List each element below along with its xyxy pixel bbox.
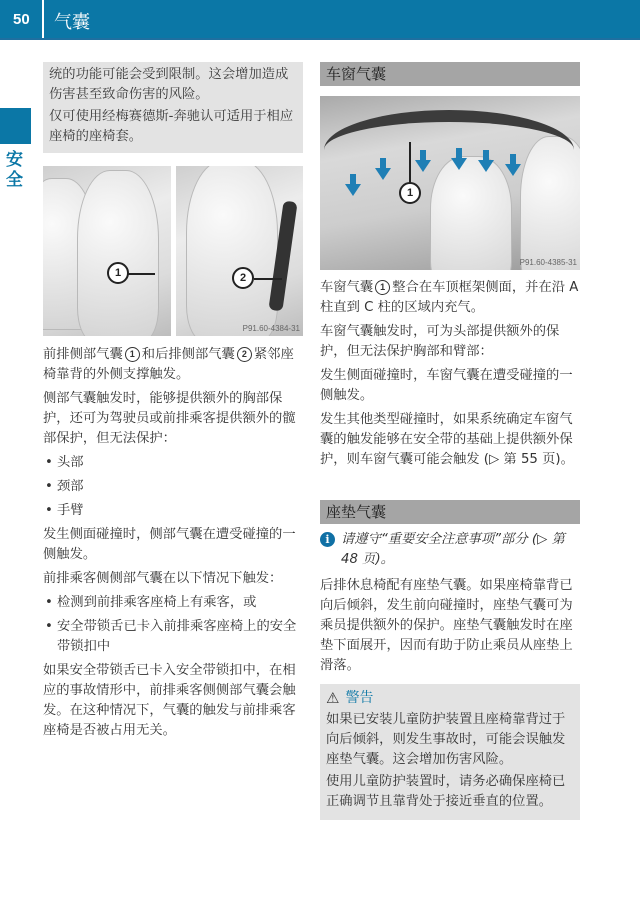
callout-1: 1 [107,262,129,284]
arrow-stem [510,154,516,164]
side-airbag-text [43,345,303,741]
front-seat-photo [43,166,171,336]
info-note [320,530,580,570]
info-icon: i [320,532,335,547]
callout-ref-2: 2 [237,347,252,362]
paragraph: 前排乘客侧侧部气囊在以下情况下触发： [43,571,283,586]
page-header [0,0,640,40]
text-span: 发生其他类型碰撞时，如果系统确定车窗气囊的触发能够在安全带的基础上提供额外保护，则车窗气囊可能会触发 ( [320,412,573,467]
callout-line [409,142,411,184]
note-text: 仅可使用经梅赛德斯-奔驰认可适用于相应座椅的座椅套。 [49,109,294,144]
chapter-title: 气囊 [54,12,90,33]
side-airbag-figure [43,166,303,336]
section-tab-label: 安全 [6,150,23,190]
continued-warning-box [43,62,303,153]
page-reference-link[interactable]: ▷ 第 55 页 [488,452,556,467]
arrow-stem [350,174,356,184]
callout-line [254,278,282,280]
arrow-stem [420,150,426,160]
seat-shape [77,170,159,336]
seat-shape [186,166,278,336]
window-airbag-figure [320,96,580,270]
paragraph: 车窗气囊触发时，可为头部提供额外的保护，但无法保护胸部和臂部： [320,324,560,359]
list-item: • 颈部 [43,477,303,497]
right-column [320,62,580,820]
list-item: • 安全带锁舌已卡入前排乘客座椅上的安全带锁扣中 [43,617,303,657]
section-heading-window-airbag: 车窗气囊 [320,62,580,86]
paragraph [320,410,580,470]
callout-line [125,273,155,275]
text-span: 和后排侧部气囊 [141,347,235,362]
note-text: 统的功能可能会受到限制。这会增加造成伤害甚至致命伤害的风险。 [49,67,289,102]
warning-triangle-icon: ⚠ [326,689,340,707]
list-item: • 手臂 [43,501,303,521]
text-span: )。 [555,452,574,467]
down-arrow-icon [505,164,521,176]
page-reference-link[interactable]: ▷ 第 48 页 [341,532,565,567]
cushion-airbag-text [320,576,580,676]
rear-seat-photo [176,166,303,336]
down-arrow-icon [375,168,391,180]
paragraph [320,278,580,318]
seat-shape [430,156,512,270]
arrow-stem [380,158,386,168]
paragraph [43,345,303,385]
text-span: 请遵守“重要安全注意事项”部分 ( [341,532,538,547]
figure-code: P91.60-4385-31 [519,258,577,267]
callout-ref-1: 1 [125,347,140,362]
warning-title: 警告 [345,690,374,706]
section-tab-marker [0,108,31,144]
text-span: 前排侧部气囊 [43,347,123,362]
callout-1: 1 [399,182,421,204]
arrow-stem [483,150,489,160]
text-span: 车窗气囊 [320,280,374,295]
warning-header [326,688,574,708]
down-arrow-icon [451,158,467,170]
warning-text: 如果已安装儿童防护装置且座椅靠背过于向后倾斜，则发生事故时，可能会误触发座垫气囊。这会增加伤害风险。 [326,712,566,767]
paragraph: 后排休息椅配有座垫气囊。如果座椅靠背已向后倾斜，发生前向碰撞时，座垫气囊可为乘员提供额外的保护。座垫气囊触发时在座垫下面展开，因而有助于防止乘员从座垫上滑落。 [320,578,573,673]
down-arrow-icon [415,160,431,172]
down-arrow-icon [345,184,361,196]
list-item: • 检测到前排乘客座椅上有乘客，或 [43,593,303,613]
paragraph: 发生侧面碰撞时，侧部气囊在遭受碰撞的一侧触发。 [43,527,296,562]
left-column [43,62,303,745]
figure-code: P91.60-4384-31 [242,324,300,333]
warning-text: 使用儿童防护装置时，请务必确保座椅已正确调节且靠背处于接近垂直的位置。 [326,774,566,809]
window-airbag-text [320,278,580,470]
paragraph: 发生侧面碰撞时，车窗气囊在遭受碰撞的一侧触发。 [320,368,573,403]
paragraph: 侧部气囊触发时，能够提供额外的胸部保护，还可为驾驶员或前排乘客提供额外的髋部保护，但无法保护： [43,391,296,446]
section-heading-cushion-airbag: 座垫气囊 [320,500,580,524]
info-text [341,530,580,570]
text-span: )。 [375,552,394,567]
text-span: 整合在车顶框架侧面，并在沿 A 柱直到 C 柱的区域内充气。 [320,280,579,315]
paragraph: 如果安全带锁舌已卡入安全带锁扣中，在相应的事故情形中，前排乘客侧侧部气囊会触发。在这种情况下，气囊的触发与前排乘客座椅是否被占用无关。 [43,663,296,738]
list-item: • 头部 [43,453,303,473]
warning-box [320,684,580,820]
page-number: 50 [13,11,30,28]
curtain-airbag-shape [324,110,574,162]
header-divider [42,0,44,38]
down-arrow-icon [478,160,494,172]
arrow-stem [456,148,462,158]
callout-2: 2 [232,267,254,289]
text-span: 紧邻座椅靠背的外侧支撑触发。 [43,347,294,382]
callout-ref-1: 1 [375,280,390,295]
